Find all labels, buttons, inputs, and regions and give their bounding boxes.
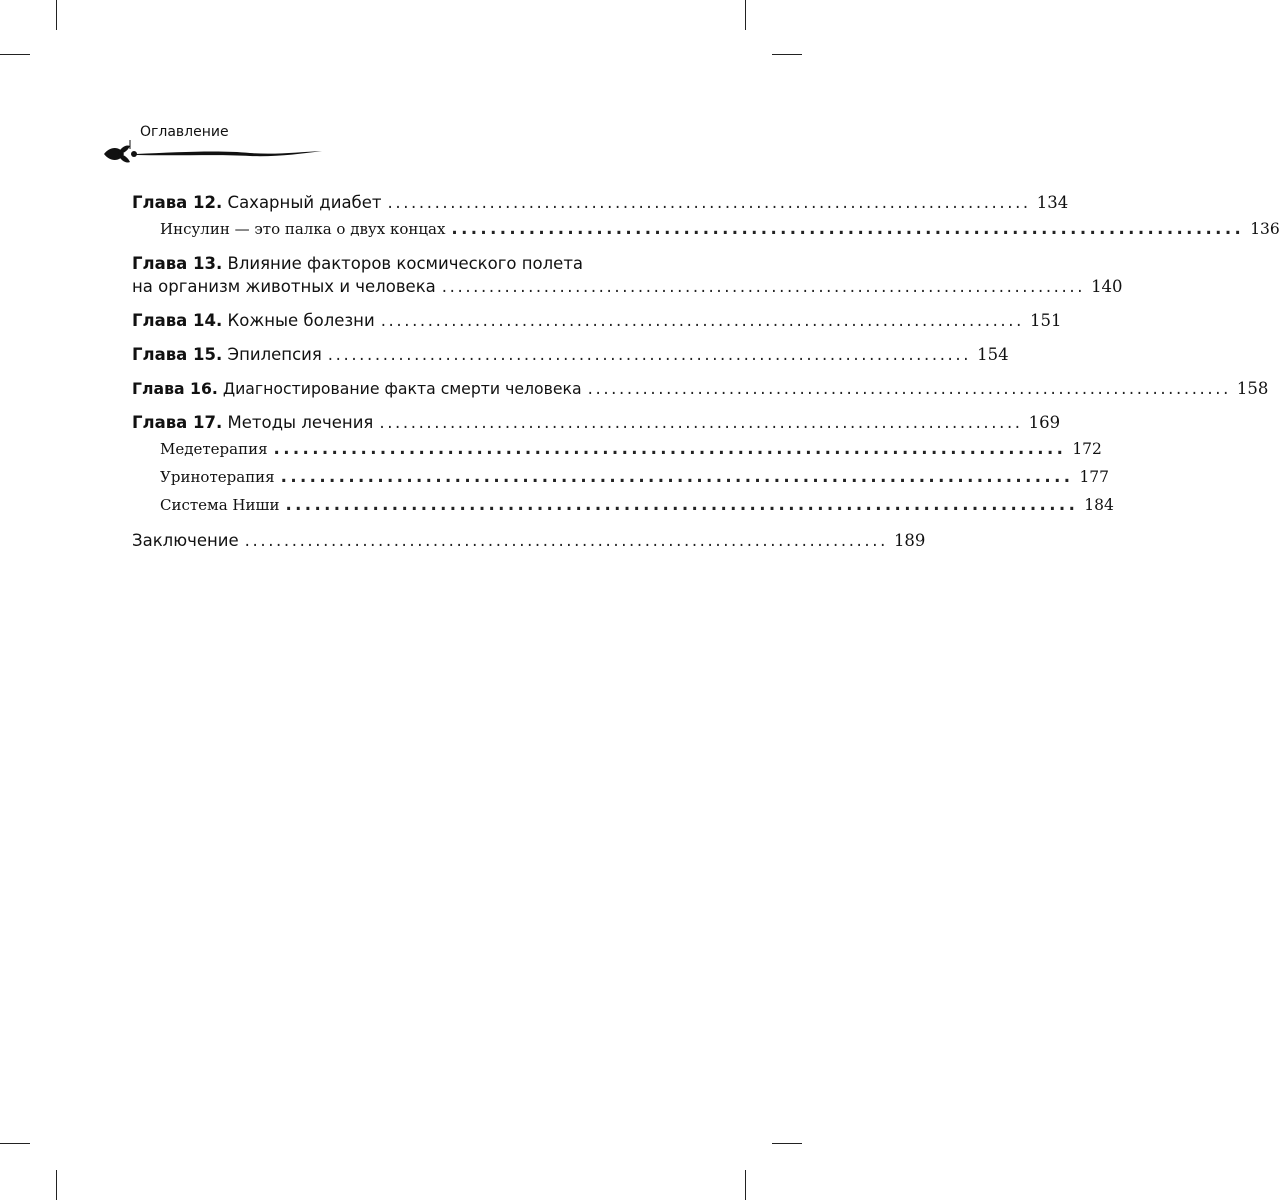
- chapter-label: Глава 13.: [132, 254, 223, 273]
- chapter-title: Методы лечения: [227, 413, 374, 432]
- chapter-title: Сахарный диабет: [227, 193, 382, 212]
- chapter-label: Глава 17.: [132, 413, 223, 432]
- chapter-title: Влияние факторов космического полета: [227, 254, 584, 273]
- table-of-contents: [132, 191, 1280, 553]
- page-number: 158: [1236, 379, 1269, 398]
- dot-leader: ..................................................................................: [587, 379, 1231, 398]
- toc-entry-chapter-12[interactable]: [132, 191, 1069, 215]
- crop-mark-bottom-right-h: [772, 1143, 802, 1144]
- dot-leader: ..................................................................................: [451, 219, 1245, 238]
- dot-leader: ..................................................................................: [244, 531, 888, 550]
- page-number: 184: [1084, 496, 1114, 514]
- toc-entry-chapter-14[interactable]: [132, 309, 1062, 333]
- chapter-label: Глава 15.: [132, 345, 223, 364]
- dot-leader: ..................................................................................: [380, 311, 1024, 330]
- dot-leader: ..................................................................................: [285, 495, 1079, 514]
- dot-leader: ..................................................................................: [441, 277, 1086, 296]
- toc-entry-title: [132, 411, 373, 435]
- chapter-label: Глава 14.: [132, 311, 223, 330]
- section-header: [100, 118, 340, 168]
- crop-mark-top-right-h: [772, 54, 802, 55]
- toc-entry-title: Заключение: [132, 531, 239, 550]
- page-number: 140: [1091, 277, 1123, 296]
- toc-entry-title-line2: на организм животных и человека: [132, 277, 436, 296]
- toc-entry-chapter-15[interactable]: [132, 343, 1009, 367]
- chapter-title: Диагностирование факта смерти человека: [222, 379, 582, 398]
- page-number: 151: [1029, 311, 1062, 330]
- dot-leader: ..................................................................................: [327, 345, 972, 364]
- chapter-title: Эпилепсия: [227, 345, 322, 364]
- crop-mark-bottom-right: [745, 1170, 746, 1200]
- page-number: 136: [1250, 220, 1280, 238]
- toc-entry-conclusion[interactable]: [132, 529, 926, 553]
- page-number: 169: [1028, 413, 1061, 432]
- chapter-label: Глава 16.: [132, 379, 218, 398]
- toc-entry-title-line1: [132, 253, 648, 275]
- dot-leader: ..................................................................................: [273, 439, 1067, 458]
- toc-entry-chapter-13[interactable]: [132, 253, 1123, 299]
- crop-mark-bottom-left: [56, 1170, 57, 1200]
- floral-ornament-icon: [100, 142, 330, 164]
- section-title: Медетерапия: [160, 440, 268, 458]
- section-title: Инсулин — это палка о двух концах: [160, 220, 446, 238]
- section-title: Уринотерапия: [160, 468, 275, 486]
- dot-leader: ..................................................................................: [379, 413, 1023, 432]
- toc-entry-insulin[interactable]: [132, 215, 1280, 243]
- page-number: 177: [1079, 468, 1110, 486]
- section-title: Система Ниши: [160, 496, 280, 514]
- section-header-label: Оглавление: [140, 124, 229, 140]
- crop-mark-bottom-left-h: [0, 1143, 30, 1144]
- chapter-label: Глава 12.: [132, 193, 223, 212]
- toc-entry-nishi-system[interactable]: [132, 491, 1114, 519]
- toc-entry-chapter-17[interactable]: [132, 411, 1061, 435]
- crop-mark-top-left: [56, 0, 57, 30]
- toc-entry-chapter-16[interactable]: [132, 377, 1269, 401]
- toc-entry-medetherapy[interactable]: [132, 435, 1102, 463]
- page-number: 134: [1036, 193, 1069, 212]
- toc-entry-title: [132, 309, 375, 333]
- dot-leader: ..................................................................................: [387, 193, 1031, 212]
- chapter-title: Кожные болезни: [227, 311, 375, 330]
- toc-entry-title: [132, 191, 382, 215]
- toc-entry-title: [132, 343, 322, 367]
- dot-leader: ..................................................................................: [280, 467, 1074, 486]
- crop-mark-top-right: [745, 0, 746, 30]
- toc-entry-title: [132, 377, 582, 401]
- page-number: 154: [977, 345, 1009, 364]
- page-number: 189: [893, 531, 926, 550]
- page-number: 172: [1072, 440, 1102, 458]
- crop-mark-top-left-h: [0, 54, 30, 55]
- toc-entry-urinotherapy[interactable]: [132, 463, 1110, 491]
